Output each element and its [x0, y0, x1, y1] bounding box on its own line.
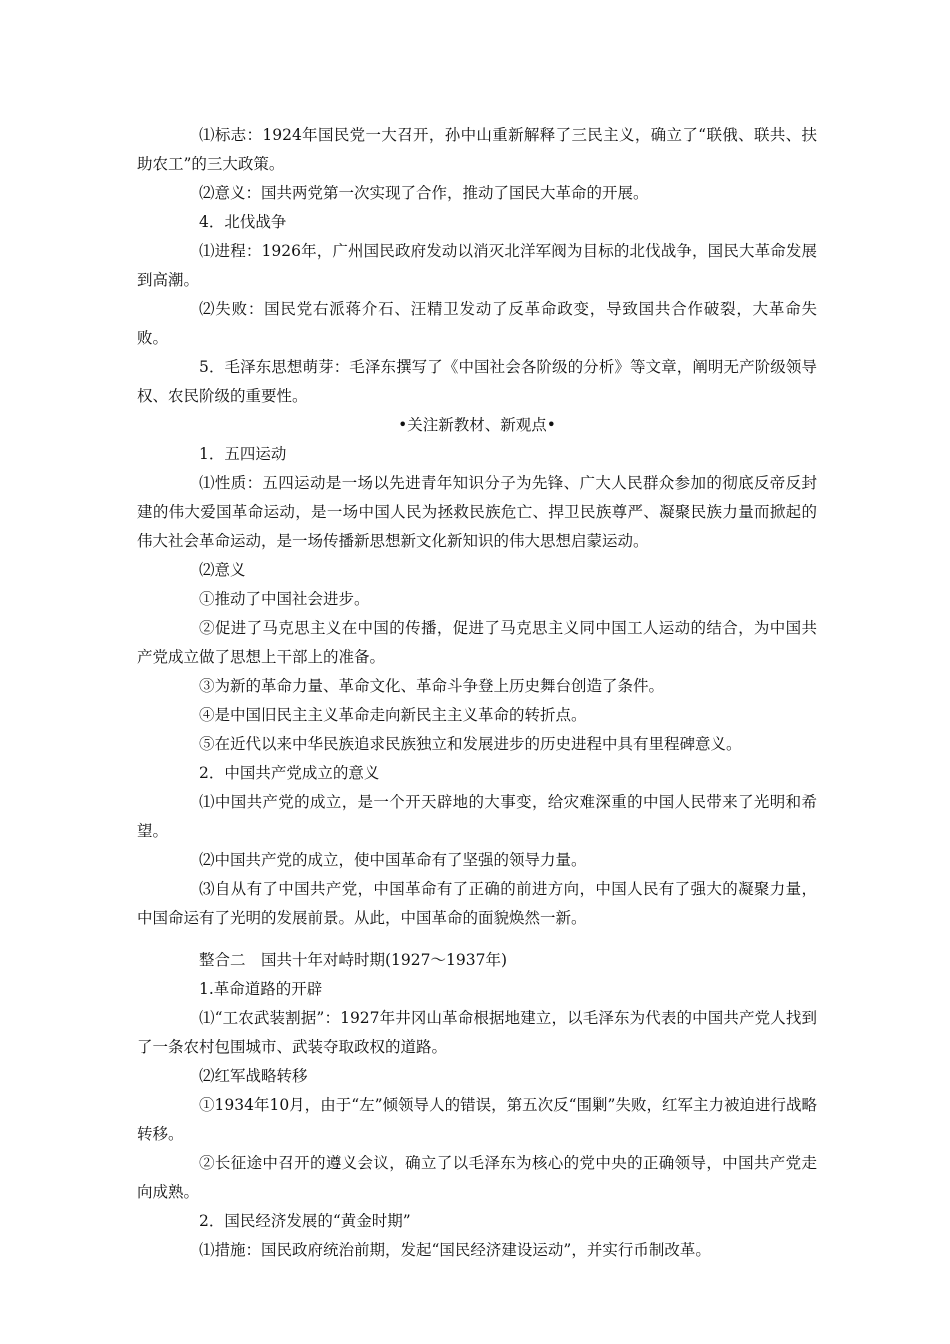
list-item-transfer-2: ②长征途中召开的遵义会议，确立了以毛泽东为核心的党中央的正确领导，中国共产党走向成熟。: [137, 1154, 817, 1201]
list-item-transfer-1: ①1934年10月，由于“左”倾领导人的错误，第五次反“围剿”失败，红军主力被迫进行战略转移。: [137, 1096, 817, 1143]
heading-golden-period: 2．国民经济发展的“黄金时期”: [199, 1212, 411, 1230]
list-item-significance-5: ⑤在近代以来中华民族追求民族独立和发展进步的历史进程中具有里程碑意义。: [199, 735, 742, 753]
list-item-significance-3: ③为新的革命力量、革命文化、革命斗争登上历史舞台创造了条件。: [199, 677, 665, 695]
paragraph-kmt-congress-sign: ⑴标志：1924年国民党一大召开，孙中山重新解释了三民主义，确立了“联俄、联共、扶助农工”的三大政策。: [137, 126, 817, 173]
section-title-integration-two: 整合二 国共十年对峙时期(1927～1937年): [199, 951, 507, 969]
paragraph-cpc-founding-2: ⑵中国共产党的成立，使中国革命有了坚强的领导力量。: [199, 851, 587, 869]
subheading-red-army-transfer: ⑵红军战略转移: [199, 1067, 308, 1085]
paragraph-mao-thought-origin: 5．毛泽东思想萌芽：毛泽东撰写了《中国社会各阶级的分析》等文章，阐明无产阶级领导权、农民阶级的重要性。: [137, 358, 817, 405]
heading-cpc-founding: 2．中国共产党成立的意义: [199, 764, 380, 782]
paragraph-cooperation-significance: ⑵意义：国共两党第一次实现了合作，推动了国民大革命的开展。: [199, 184, 649, 202]
section-spacer: [137, 933, 817, 946]
paragraph-expedition-process: ⑴进程：1926年，广州国民政府发动以消灭北洋军阀为目标的北伐战争，国民大革命发展到高潮。: [137, 242, 817, 289]
paragraph-expedition-failure: ⑵失败：国民党右派蒋介石、汪精卫发动了反革命政变，导致国共合作破裂，大革命失败。: [137, 300, 817, 347]
heading-may-fourth: 1．五四运动: [199, 445, 287, 463]
paragraph-cpc-founding-1: ⑴中国共产党的成立，是一个开天辟地的大事变，给灾难深重的中国人民带来了光明和希望。: [137, 793, 817, 840]
heading-northern-expedition: 4．北伐战争: [199, 213, 287, 231]
paragraph-may-fourth-nature: ⑴性质：五四运动是一场以先进青年知识分子为先锋、广大人民群众参加的彻底反帝反封建的伟大爱国革命运动，是一场中国人民为拯救民族危亡、捍卫民族尊严、凝聚民族力量而掀起的伟大社会革命运动，是一场传播新思想新文化新知识的伟大思想启蒙运动。: [137, 474, 817, 550]
list-item-significance-4: ④是中国旧民主主义革命走向新民主主义革命的转折点。: [199, 706, 587, 724]
paragraph-measures: ⑴措施：国民政府统治前期，发起“国民经济建设运动”，并实行币制改革。: [199, 1241, 711, 1259]
subheading-significance: ⑵意义: [199, 561, 246, 579]
paragraph-armed-separatism: ⑴“工农武装割据”：1927年井冈山革命根据地建立，以毛泽东为代表的中国共产党人找到了一条农村包围城市、武装夺取政权的道路。: [137, 1009, 817, 1056]
list-item-significance-1: ①推动了中国社会进步。: [199, 590, 370, 608]
heading-revolutionary-road: 1.革命道路的开辟: [199, 980, 323, 998]
section-title-new-views: •关注新教材、新观点•: [398, 416, 556, 434]
list-item-significance-2: ②促进了马克思主义在中国的传播，促进了马克思主义同中国工人运动的结合，为中国共产党成立做了思想上干部上的准备。: [137, 619, 817, 666]
paragraph-cpc-founding-3: ⑶自从有了中国共产党，中国革命有了正确的前进方向，中国人民有了强大的凝聚力量，中国命运有了光明的发展前景。从此，中国革命的面貌焕然一新。: [137, 880, 817, 927]
document-body: [137, 121, 817, 1265]
